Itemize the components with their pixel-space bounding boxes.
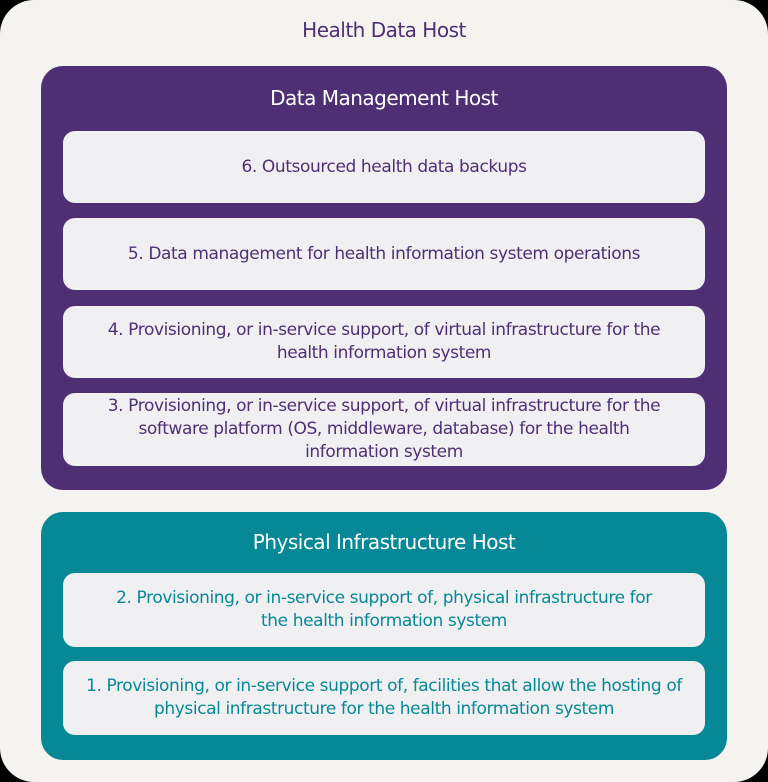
layer-2-box: 2. Provisioning, or in-service support of, physical infrastructure for the health information system [63,573,705,647]
layer-6-box: 6. Outsourced health data backups [63,131,705,203]
physical-infrastructure-host-title: Physical Infrastructure Host [252,530,516,554]
data-management-host-group [41,66,727,490]
physical-infrastructure-host-group [41,512,727,760]
layer-5-box: 5. Data management for health information system operations [63,218,705,290]
diagram-title: Health Data Host [302,18,466,42]
layer-1-box: 1. Provisioning, or in-service support of, facilities that allow the hosting of physical infrastructure for the health information system [63,661,705,735]
layer-3-box: 3. Provisioning, or in-service support, of virtual infrastructure for the software platform (OS, middleware, database) for the health information system [63,393,705,466]
layer-4-box: 4. Provisioning, or in-service support, of virtual infrastructure for the health information system [63,306,705,378]
data-management-host-title: Data Management Host [270,86,498,110]
